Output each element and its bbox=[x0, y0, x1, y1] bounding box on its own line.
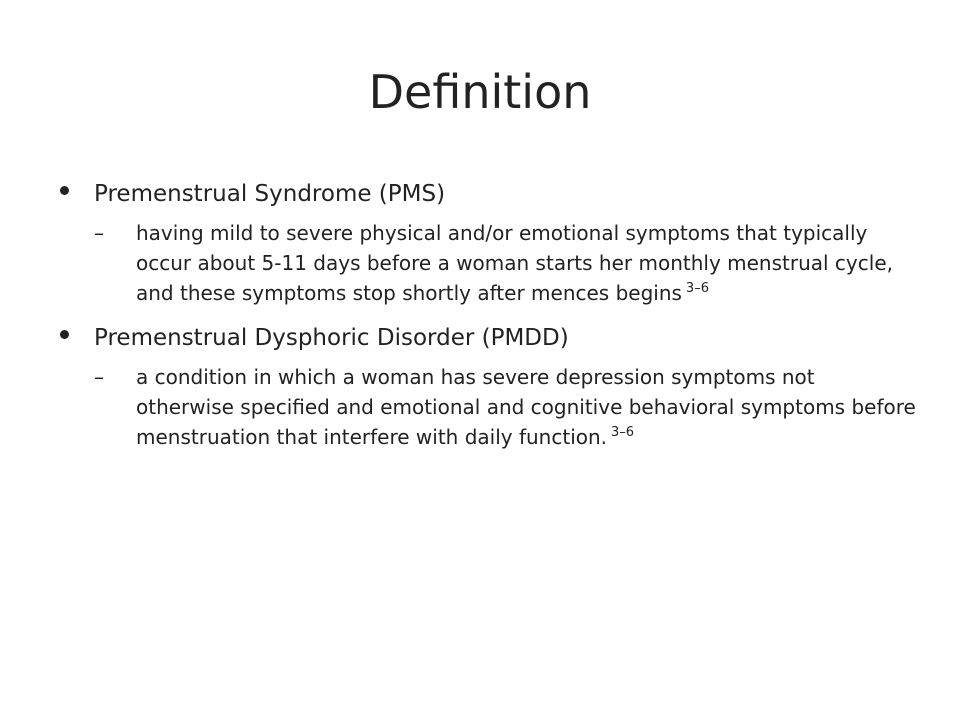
sub-list bbox=[94, 362, 916, 452]
citation-superscript: 3–6 bbox=[611, 425, 635, 441]
dash-marker: – bbox=[94, 221, 104, 245]
bullet-marker bbox=[60, 330, 69, 339]
slide-title: Definition bbox=[368, 65, 592, 119]
definition-text-pms bbox=[136, 218, 916, 308]
definition-body: having mild to severe physical and/or emotional symptoms that typically occur about 5-11 days before a woman starts her monthly menstrual cycle, and these symptoms stop shortly after mences begins bbox=[136, 221, 893, 305]
definition-text-pmdd bbox=[136, 362, 916, 452]
definition-body: a condition in which a woman has severe depression symptoms not otherwise specified and emotional and cognitive behavioral symptoms before menstruation that interfere with daily function. bbox=[136, 365, 916, 449]
bullet-list bbox=[56, 174, 916, 452]
bullet-item-pmdd bbox=[56, 318, 916, 452]
sub-item-pms-definition bbox=[94, 218, 916, 308]
sub-list bbox=[94, 218, 916, 308]
bullet-marker bbox=[60, 186, 69, 195]
bullet-item-pms bbox=[56, 174, 916, 308]
bullet-heading-pmdd: Premenstrual Dysphoric Disorder (PMDD) bbox=[94, 325, 569, 351]
sub-item-pmdd-definition bbox=[94, 362, 916, 452]
citation-superscript: 3–6 bbox=[685, 281, 709, 297]
bullet-heading-pms: Premenstrual Syndrome (PMS) bbox=[94, 181, 446, 207]
dash-marker: – bbox=[94, 365, 104, 389]
